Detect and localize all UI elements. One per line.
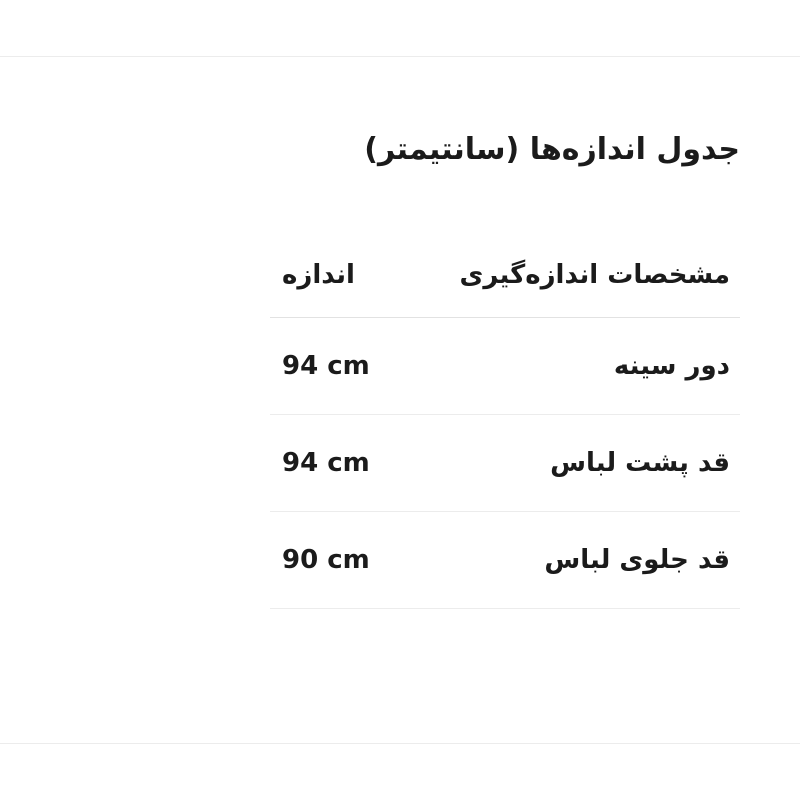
content-area bbox=[0, 130, 800, 609]
table-header-row bbox=[270, 233, 740, 318]
table-header bbox=[270, 233, 740, 318]
top-divider bbox=[0, 56, 800, 57]
row-size-value: 94 cm bbox=[270, 414, 393, 511]
column-header-size: اندازه bbox=[270, 233, 393, 318]
page-title: جدول اندازه‌ها (سانتیمتر) bbox=[364, 132, 740, 167]
bottom-divider bbox=[0, 743, 800, 744]
size-table bbox=[270, 233, 740, 609]
table-row bbox=[270, 511, 740, 608]
table-row bbox=[270, 317, 740, 414]
column-header-spec: مشخصات اندازه‌گیری bbox=[393, 233, 740, 318]
table-body bbox=[270, 317, 740, 608]
row-spec-label: قد پشت لباس bbox=[393, 414, 740, 511]
row-spec-label: دور سینه bbox=[393, 317, 740, 414]
row-size-value: 90 cm bbox=[270, 511, 393, 608]
row-spec-label: قد جلوی لباس bbox=[393, 511, 740, 608]
table-row bbox=[270, 414, 740, 511]
row-size-value: 94 cm bbox=[270, 317, 393, 414]
